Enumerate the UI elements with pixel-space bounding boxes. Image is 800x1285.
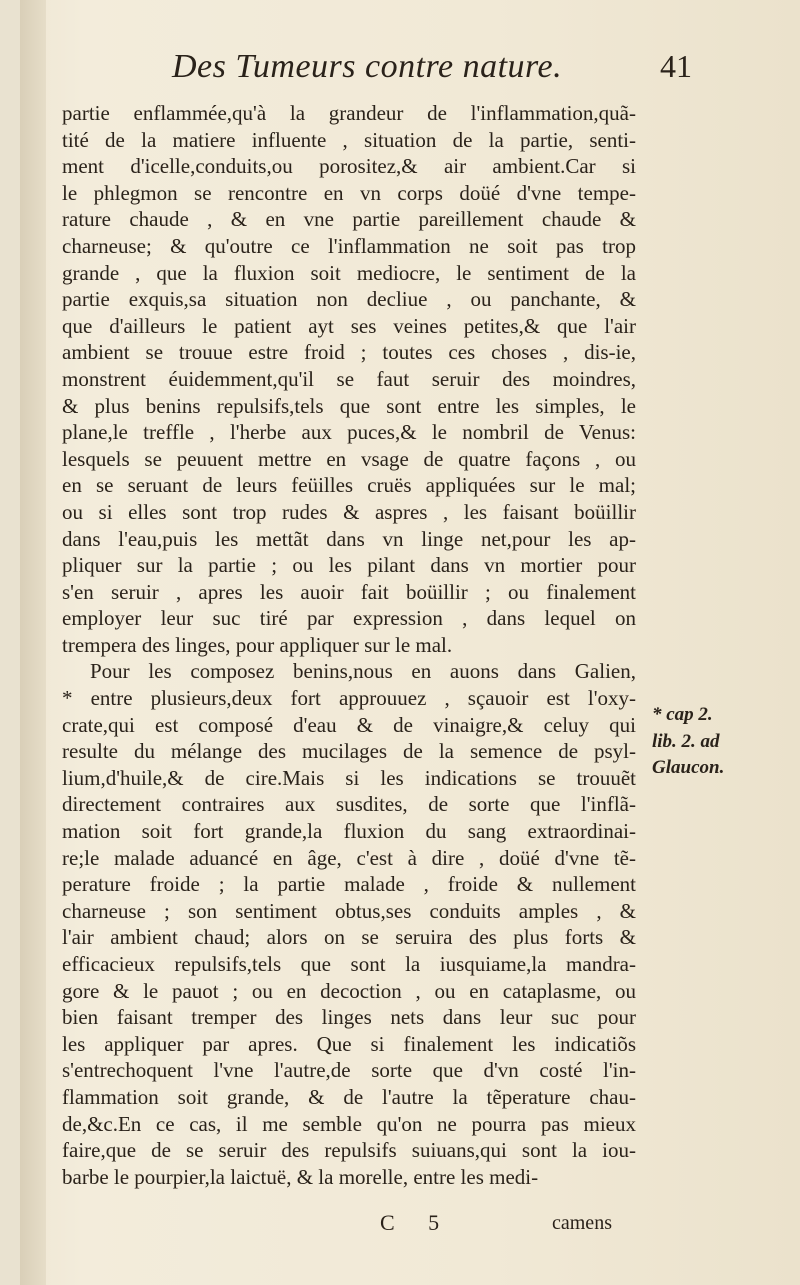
text-line: trempera des linges, pour appliquer sur le mal. [62,632,453,657]
margin-note-line: Glaucon. [652,757,725,779]
text-line: l'air ambient chaud; alors on se seruira des plus forts & [62,925,636,950]
text-line: perature froide ; la partie malade , froide & nullement [62,872,636,897]
text-line: charneuse; & qu'outre ce l'inflammation ne soit pas trop [62,233,636,258]
text-line: flammation soit grande, & de l'autre la tẽperature chau- [62,1084,636,1109]
body-text [62,100,636,1190]
margin-note [652,702,772,782]
text-line: * entre plusieurs,deux fort approuuez , sçauoir est l'oxy- [62,686,636,711]
text-line: ambient se trouue estre froid ; toutes ces choses , dis-ie, [62,340,636,365]
text-line: faire,que de se seruir des repulsifs suiuans,qui sont la iou- [62,1138,636,1163]
margin-note-line: * cap 2. [652,704,713,725]
text-line: barbe le pourpier,la laictuë, & la morelle, entre les medi- [62,1164,539,1189]
text-line: s'entrechoquent l'vne l'autre,de sorte que d'vn costé l'in- [62,1058,636,1083]
page-gutter [20,0,46,1285]
text-line: dans l'eau,puis les mettãt dans vn linge net,pour les ap- [62,526,636,551]
text-line: charneuse ; son sentiment obtus,ses conduits amples , & [62,898,636,923]
text-line: gore & le pauot ; ou en decoction , ou en cataplasme, ou [62,978,636,1003]
text-line: lium,d'huile,& de cire.Mais si les indications se trouuẽt [62,765,636,790]
text-line: de,&c.En ce cas, il me semble qu'on ne pourra pas mieux [62,1111,636,1136]
text-line: mation soit fort grande,la fluxion du sang extraordinai- [62,819,636,844]
text-line: Pour les composez benins,nous en auons dans Galien, [90,659,636,684]
text-line: rature chaude , & en vne partie pareillement chaude & [62,207,636,232]
margin-note-line: lib. 2. ad [652,730,720,752]
text-line: lesquels se peuuent mettre en vsage de quatre façons , ou [62,446,636,471]
text-line: grande , que la fluxion soit mediocre, le sentiment de la [62,260,636,285]
text-line: partie exquis,sa situation non decliue , ou panchante, & [62,287,636,312]
text-line: re;le malade aduancé en âge, c'est à dire , doüé d'vne tẽ- [62,845,636,870]
text-line: tité de la matiere influente , situation de la partie, senti- [62,127,636,152]
text-line: pliquer sur la partie ; ou les pilant dans vn mortier pour [62,553,636,578]
text-line: s'en seruir , apres les auoir fait boüillir ; ou finalement [62,579,636,604]
text-line: ment d'icelle,conduits,ou porositez,& air ambient.Car si [62,154,636,179]
signature-mark: C 5 [380,1210,454,1235]
text-line: employer leur suc tiré par expression , dans lequel on [62,606,636,631]
running-title: Des Tumeurs contre nature. [172,48,563,85]
catchword: camens [552,1212,612,1234]
text-line: partie enflammée,qu'à la grandeur de l'inflammation,quã- [62,101,636,125]
text-line: & plus benins repulsifs,tels que sont entre les simples, le [62,393,636,418]
text-line: directement contraires aux susdites, de sorte que l'inflã- [62,792,636,817]
running-header [172,48,692,98]
text-line: les appliquer par apres. Que si finalement les indicatiõs [62,1031,636,1056]
text-line: le phlegmon se rencontre en vn corps doüé d'vne tempe- [62,180,636,205]
text-line: monstrent éuidemment,qu'il se faut seruir des moindres, [62,366,636,391]
text-line: crate,qui est composé d'eau & de vinaigre,& celuy qui [62,712,636,737]
text-line: ou si elles sont trop rudes & aspres , les faisant boüillir [62,499,636,524]
text-line: plane,le treffle , l'herbe aux puces,& le nombril de Venus: [62,420,636,445]
text-line: bien faisant tremper des linges nets dans leur suc pour [62,1005,636,1030]
text-line: en se seruant de leurs feüilles cruës appliquées sur le mal; [62,473,636,498]
text-line: resulte du mélange des mucilages de la semence de psyl- [62,739,636,764]
page-number: 41 [660,48,692,84]
text-line: efficacieux repulsifs,tels que sont la iusquiame,la mandra- [62,952,636,976]
text-line: que d'ailleurs le patient ayt ses veines petites,& que l'air [62,313,636,338]
